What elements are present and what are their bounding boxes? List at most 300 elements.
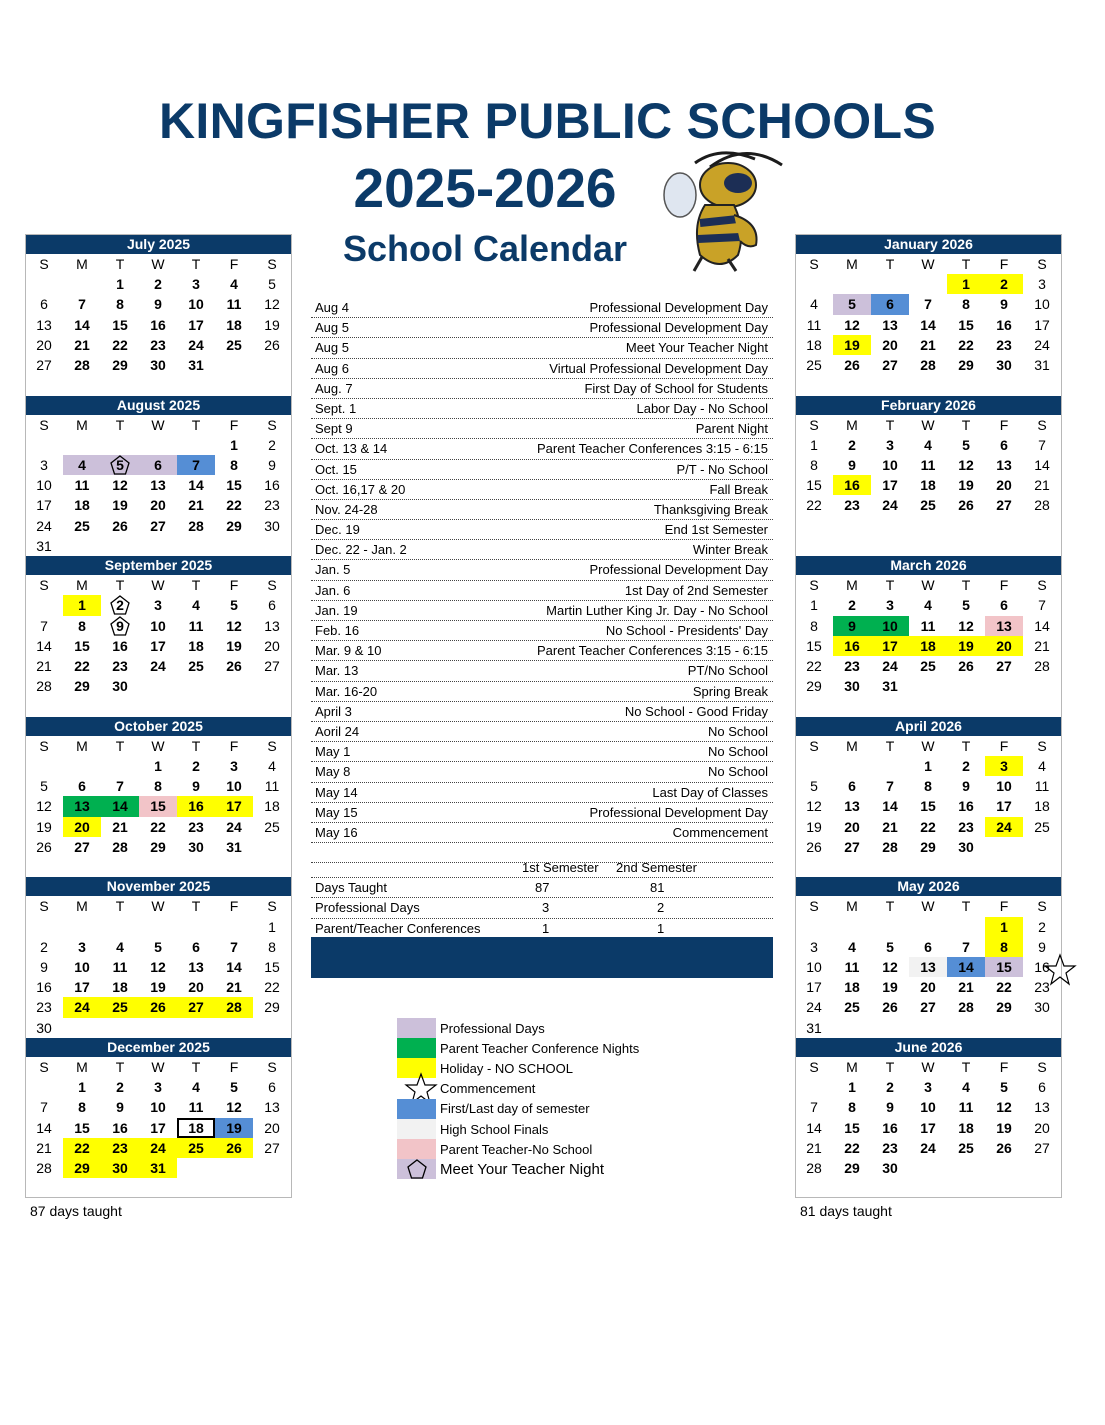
calendar-day bbox=[101, 1158, 139, 1178]
calendar-day bbox=[1023, 274, 1061, 294]
event-description: Parent Teacher Conferences 3:15 - 6:15 bbox=[536, 643, 768, 659]
calendar-day bbox=[1023, 636, 1061, 656]
month-block bbox=[26, 1038, 291, 1199]
day-number: 15 bbox=[844, 1119, 860, 1136]
day-number: 6 bbox=[268, 597, 276, 614]
weekday-label: W bbox=[151, 256, 165, 272]
stats-label: Professional Days bbox=[315, 900, 420, 916]
day-number: 11 bbox=[264, 778, 280, 795]
month-block bbox=[26, 556, 291, 717]
calendar-day bbox=[177, 796, 215, 816]
day-number: 14 bbox=[112, 798, 128, 815]
calendar-day bbox=[1023, 315, 1061, 335]
empty-cell bbox=[795, 1077, 833, 1097]
day-number: 23 bbox=[958, 818, 974, 835]
day-number: 16 bbox=[188, 798, 204, 815]
day-number: 5 bbox=[848, 296, 856, 313]
event-description: Commencement bbox=[672, 824, 768, 840]
day-number: 27 bbox=[264, 1139, 280, 1156]
calendar-day bbox=[25, 1097, 63, 1117]
stats-sem2-value: 2 bbox=[657, 900, 665, 916]
event-description: End 1st Semester bbox=[664, 522, 768, 538]
month-block bbox=[796, 235, 1061, 396]
day-number: 2 bbox=[192, 757, 200, 774]
day-number: 18 bbox=[188, 1119, 204, 1136]
weekday-label: M bbox=[76, 577, 88, 594]
day-number: 11 bbox=[844, 958, 860, 975]
day-number: 10 bbox=[188, 296, 204, 313]
day-number: 10 bbox=[996, 778, 1012, 795]
legend-label: Commencement bbox=[440, 1081, 536, 1097]
day-number: 25 bbox=[264, 818, 280, 835]
calendar-day bbox=[909, 355, 947, 375]
calendar-day bbox=[985, 294, 1023, 314]
event-row bbox=[311, 722, 773, 742]
empty-cell bbox=[101, 435, 139, 455]
calendar-day bbox=[871, 335, 909, 355]
event-row bbox=[311, 439, 773, 459]
weekday-label: W bbox=[921, 737, 935, 754]
day-number: 30 bbox=[36, 1019, 52, 1036]
calendar-day bbox=[139, 937, 177, 957]
day-number: 23 bbox=[36, 999, 52, 1016]
calendar-day bbox=[871, 636, 909, 656]
day-number: 5 bbox=[1000, 1079, 1008, 1096]
day-number: 26 bbox=[226, 657, 242, 674]
day-number: 17 bbox=[996, 798, 1012, 815]
month-grid bbox=[795, 254, 1061, 375]
month-header: April 2026 bbox=[796, 717, 1061, 736]
day-number: 8 bbox=[268, 938, 276, 955]
calendar-day bbox=[1023, 1118, 1061, 1138]
calendar-day bbox=[139, 274, 177, 294]
day-number: 2 bbox=[154, 276, 162, 293]
calendar-day bbox=[795, 1097, 833, 1117]
event-description: Professional Development Day bbox=[589, 320, 768, 336]
day-number: 31 bbox=[150, 1159, 166, 1176]
day-number: 28 bbox=[36, 678, 52, 695]
calendar-day bbox=[25, 837, 63, 857]
calendar-day bbox=[215, 1138, 253, 1158]
weekday-label: T bbox=[961, 1059, 971, 1075]
day-number: 12 bbox=[806, 798, 822, 815]
event-description: No School - Good Friday bbox=[624, 703, 768, 719]
calendar-day bbox=[177, 837, 215, 857]
calendar-day bbox=[947, 937, 985, 957]
day-number: 28 bbox=[226, 999, 242, 1016]
event-description: First Day of School for Students bbox=[584, 380, 768, 396]
weekday-label: W bbox=[151, 577, 165, 594]
empty-cell bbox=[871, 917, 909, 937]
calendar-day bbox=[63, 636, 101, 656]
calendar-day bbox=[947, 355, 985, 375]
day-number: 17 bbox=[920, 1119, 936, 1136]
day-number: 18 bbox=[226, 316, 242, 333]
day-number: 30 bbox=[958, 838, 974, 855]
day-number: 10 bbox=[74, 958, 90, 975]
weekday-label: F bbox=[999, 898, 1009, 915]
empty-cell bbox=[25, 435, 63, 455]
calendar-day bbox=[215, 516, 253, 536]
calendar-day bbox=[215, 1077, 253, 1097]
weekday-label: M bbox=[76, 1059, 88, 1075]
calendar-day bbox=[871, 937, 909, 957]
calendar-day bbox=[25, 957, 63, 977]
month-header: October 2025 bbox=[26, 717, 291, 736]
legend-label: High School Finals bbox=[440, 1121, 549, 1137]
day-number: 4 bbox=[962, 1079, 970, 1096]
calendar-day bbox=[871, 455, 909, 475]
calendar-day bbox=[253, 1138, 291, 1158]
event-row bbox=[311, 338, 773, 358]
calendar-day bbox=[215, 636, 253, 656]
calendar-day bbox=[101, 516, 139, 536]
event-date: Aug 6 bbox=[315, 360, 349, 376]
event-date: Sept. 1 bbox=[315, 400, 357, 416]
day-number: 22 bbox=[150, 818, 166, 835]
event-description: Fall Break bbox=[709, 481, 768, 497]
day-number: 29 bbox=[74, 1159, 90, 1176]
month-block bbox=[26, 717, 291, 878]
day-number: 11 bbox=[188, 617, 204, 634]
calendar-day bbox=[215, 595, 253, 615]
day-number: 12 bbox=[844, 316, 860, 333]
day-number: 7 bbox=[40, 1099, 48, 1116]
calendar-day bbox=[63, 516, 101, 536]
event-date: May 15 bbox=[315, 804, 358, 820]
weekday-label: T bbox=[885, 1059, 895, 1075]
day-number: 27 bbox=[188, 999, 204, 1016]
day-number: 1 bbox=[1000, 918, 1008, 935]
calendar-day bbox=[1023, 616, 1061, 636]
calendar-day bbox=[795, 636, 833, 656]
day-number: 7 bbox=[78, 296, 86, 313]
day-number: 23 bbox=[150, 336, 166, 353]
day-number: 3 bbox=[154, 1079, 162, 1096]
day-number: 16 bbox=[112, 1119, 128, 1136]
calendar-day bbox=[947, 1138, 985, 1158]
day-number: 7 bbox=[1038, 436, 1046, 453]
day-number: 18 bbox=[958, 1119, 974, 1136]
day-number: 8 bbox=[924, 778, 932, 795]
calendar-day bbox=[909, 957, 947, 977]
calendar-day bbox=[833, 977, 871, 997]
day-number: 14 bbox=[36, 1119, 52, 1136]
weekday-label: F bbox=[999, 737, 1009, 754]
calendar-day bbox=[63, 656, 101, 676]
day-number: 22 bbox=[920, 818, 936, 835]
day-number: 13 bbox=[844, 798, 860, 815]
calendar-day bbox=[909, 1097, 947, 1117]
day-number: 28 bbox=[1034, 657, 1050, 674]
empty-cell bbox=[795, 917, 833, 937]
legend bbox=[397, 1018, 639, 1180]
weekday-label: M bbox=[846, 256, 858, 272]
day-number: 20 bbox=[264, 1119, 280, 1136]
event-date: Oct. 15 bbox=[315, 461, 357, 477]
stats-sem2-value: 81 bbox=[650, 880, 665, 896]
day-number: 12 bbox=[36, 798, 52, 815]
weekday-label: S bbox=[1037, 898, 1047, 915]
event-description: Meet Your Teacher Night bbox=[625, 340, 768, 356]
calendar-day bbox=[1023, 977, 1061, 997]
calendar-day bbox=[1023, 756, 1061, 776]
calendar-day bbox=[909, 1118, 947, 1138]
weekday-label: F bbox=[229, 1059, 239, 1075]
calendar-day bbox=[101, 636, 139, 656]
day-number: 22 bbox=[74, 1139, 90, 1156]
day-number: 28 bbox=[806, 1159, 822, 1176]
day-number: 24 bbox=[882, 497, 898, 514]
calendar-day bbox=[795, 1138, 833, 1158]
calendar-day bbox=[63, 455, 101, 475]
day-number: 30 bbox=[882, 1159, 898, 1176]
calendar-day bbox=[253, 294, 291, 314]
day-number: 1 bbox=[154, 757, 162, 774]
weekday-label: T bbox=[885, 577, 895, 594]
weekday-label: M bbox=[76, 416, 88, 433]
day-number: 30 bbox=[844, 678, 860, 695]
day-number: 24 bbox=[226, 818, 242, 835]
empty-cell bbox=[63, 274, 101, 294]
day-number: 20 bbox=[996, 637, 1012, 654]
calendar-day bbox=[947, 616, 985, 636]
day-number: 7 bbox=[40, 617, 48, 634]
calendar-day bbox=[177, 516, 215, 536]
event-row bbox=[311, 399, 773, 419]
day-number: 7 bbox=[962, 938, 970, 955]
legend-label: Holiday - NO SCHOOL bbox=[440, 1060, 573, 1076]
calendar-day bbox=[177, 756, 215, 776]
day-number: 16 bbox=[958, 798, 974, 815]
day-number: 30 bbox=[996, 356, 1012, 373]
legend-swatch bbox=[397, 1139, 436, 1159]
day-number: 21 bbox=[882, 818, 898, 835]
day-number: 30 bbox=[150, 356, 166, 373]
day-number: 12 bbox=[882, 958, 898, 975]
calendar-day bbox=[833, 796, 871, 816]
day-number: 7 bbox=[116, 778, 124, 795]
day-number: 14 bbox=[74, 316, 90, 333]
calendar-day bbox=[947, 1118, 985, 1138]
day-number: 2 bbox=[268, 436, 276, 453]
calendar-day bbox=[253, 917, 291, 937]
calendar-day bbox=[25, 796, 63, 816]
calendar-day bbox=[139, 1118, 177, 1138]
day-number: 19 bbox=[112, 497, 128, 514]
calendar-day bbox=[139, 997, 177, 1017]
calendar-day bbox=[215, 656, 253, 676]
day-number: 29 bbox=[112, 356, 128, 373]
day-number: 20 bbox=[264, 637, 280, 654]
meet-teacher-pentagon-icon bbox=[407, 1159, 427, 1179]
day-number: 4 bbox=[848, 938, 856, 955]
day-number: 31 bbox=[806, 1019, 822, 1036]
calendar-day bbox=[985, 315, 1023, 335]
weekday-label: M bbox=[846, 416, 858, 433]
calendar-day bbox=[139, 1138, 177, 1158]
weekday-label: W bbox=[921, 577, 935, 594]
calendar-day bbox=[63, 475, 101, 495]
empty-cell bbox=[871, 274, 909, 294]
event-date: May 1 bbox=[315, 744, 351, 760]
calendar-day bbox=[177, 1097, 215, 1117]
calendar-day bbox=[139, 495, 177, 515]
weekday-label: W bbox=[921, 1059, 935, 1075]
calendar-day bbox=[253, 756, 291, 776]
calendar-day bbox=[909, 656, 947, 676]
day-number: 11 bbox=[920, 456, 936, 473]
day-number: 5 bbox=[810, 778, 818, 795]
calendar-day bbox=[833, 475, 871, 495]
day-number: 27 bbox=[74, 838, 90, 855]
weekday-label: W bbox=[151, 416, 165, 433]
day-number: 9 bbox=[1038, 938, 1046, 955]
event-row bbox=[311, 480, 773, 500]
weekday-label: S bbox=[39, 577, 49, 594]
day-number: 27 bbox=[1034, 1139, 1050, 1156]
calendar-day bbox=[25, 656, 63, 676]
day-number: 13 bbox=[264, 617, 280, 634]
calendar-day bbox=[947, 1077, 985, 1097]
day-number: 22 bbox=[226, 497, 242, 514]
calendar-day bbox=[947, 756, 985, 776]
event-row bbox=[311, 621, 773, 641]
calendar-day bbox=[871, 676, 909, 696]
calendar-day bbox=[1023, 656, 1061, 676]
day-number: 26 bbox=[958, 497, 974, 514]
day-number: 14 bbox=[1034, 617, 1050, 634]
calendar-day bbox=[947, 957, 985, 977]
day-number: 8 bbox=[848, 1099, 856, 1116]
calendar-day bbox=[253, 475, 291, 495]
event-row bbox=[311, 318, 773, 338]
day-number: 17 bbox=[150, 1119, 166, 1136]
day-number: 26 bbox=[958, 657, 974, 674]
day-number: 2 bbox=[116, 597, 124, 614]
calendar-day bbox=[253, 997, 291, 1017]
calendar-day bbox=[985, 1118, 1023, 1138]
day-number: 11 bbox=[112, 958, 128, 975]
calendar-day bbox=[25, 1138, 63, 1158]
day-number: 27 bbox=[882, 356, 898, 373]
day-number: 19 bbox=[958, 637, 974, 654]
month-header: June 2026 bbox=[796, 1038, 1061, 1057]
day-number: 10 bbox=[882, 456, 898, 473]
day-number: 6 bbox=[1038, 1079, 1046, 1096]
calendar-day bbox=[833, 837, 871, 857]
legend-item bbox=[397, 1038, 639, 1058]
calendar-day bbox=[177, 335, 215, 355]
calendar-day bbox=[101, 1077, 139, 1097]
calendar-day bbox=[833, 957, 871, 977]
calendar-day bbox=[871, 435, 909, 455]
weekday-label: S bbox=[1037, 1059, 1047, 1075]
empty-cell bbox=[795, 756, 833, 776]
calendar-day bbox=[985, 997, 1023, 1017]
calendar-day bbox=[1023, 495, 1061, 515]
stats-row bbox=[311, 878, 773, 898]
empty-cell bbox=[833, 274, 871, 294]
day-number: 31 bbox=[36, 537, 52, 554]
day-number: 20 bbox=[844, 818, 860, 835]
weekday-label: T bbox=[961, 898, 971, 915]
calendar-day bbox=[101, 475, 139, 495]
weekday-label: M bbox=[76, 898, 88, 915]
calendar-day bbox=[871, 656, 909, 676]
calendar-day bbox=[177, 636, 215, 656]
weekday-label: S bbox=[267, 1059, 277, 1075]
day-number: 14 bbox=[882, 798, 898, 815]
calendar-day bbox=[909, 294, 947, 314]
legend-item bbox=[397, 1079, 639, 1099]
calendar-day bbox=[795, 837, 833, 857]
calendar-day bbox=[253, 495, 291, 515]
day-number: 3 bbox=[192, 276, 200, 293]
day-number: 13 bbox=[264, 1099, 280, 1116]
calendar-day bbox=[795, 475, 833, 495]
calendar-day bbox=[1023, 435, 1061, 455]
day-number: 25 bbox=[112, 999, 128, 1016]
calendar-day bbox=[795, 796, 833, 816]
month-grid bbox=[25, 896, 291, 1037]
calendar-day bbox=[871, 1077, 909, 1097]
event-date: May 8 bbox=[315, 764, 351, 780]
calendar-day bbox=[25, 817, 63, 837]
weekday-label: S bbox=[1037, 737, 1047, 754]
calendar-day bbox=[177, 957, 215, 977]
event-date: Feb. 16 bbox=[315, 623, 360, 638]
calendar-day bbox=[139, 616, 177, 636]
month-block bbox=[796, 717, 1061, 878]
calendar-day bbox=[139, 335, 177, 355]
month-grid bbox=[795, 1057, 1061, 1178]
calendar-day bbox=[871, 475, 909, 495]
calendar-day bbox=[795, 676, 833, 696]
calendar-day bbox=[215, 495, 253, 515]
day-number: 24 bbox=[996, 818, 1012, 835]
calendar-day bbox=[63, 1077, 101, 1097]
calendar-day bbox=[909, 776, 947, 796]
day-number: 9 bbox=[848, 617, 856, 634]
event-description: Winter Break bbox=[692, 542, 768, 558]
day-number: 16 bbox=[36, 979, 52, 996]
day-number: 23 bbox=[264, 497, 280, 514]
stats-row bbox=[311, 898, 773, 918]
day-number: 20 bbox=[882, 336, 898, 353]
weekday-label: W bbox=[921, 256, 935, 272]
event-row bbox=[311, 682, 773, 702]
calendar-day bbox=[139, 837, 177, 857]
weekday-label: T bbox=[961, 416, 971, 433]
calendar-day bbox=[63, 315, 101, 335]
calendar-day bbox=[947, 796, 985, 816]
calendar-day bbox=[795, 977, 833, 997]
day-number: 27 bbox=[996, 657, 1012, 674]
calendar-day bbox=[985, 917, 1023, 937]
day-number: 29 bbox=[996, 999, 1012, 1016]
event-description: P/T - No School bbox=[676, 461, 768, 477]
day-number: 30 bbox=[1034, 999, 1050, 1016]
month-grid bbox=[795, 896, 1061, 1037]
school-year: 2025-2026 bbox=[353, 157, 617, 219]
day-number: 6 bbox=[924, 938, 932, 955]
calendar-day bbox=[795, 1158, 833, 1178]
calendar-day bbox=[139, 315, 177, 335]
day-number: 28 bbox=[958, 999, 974, 1016]
calendar-day bbox=[139, 656, 177, 676]
calendar-day bbox=[253, 656, 291, 676]
